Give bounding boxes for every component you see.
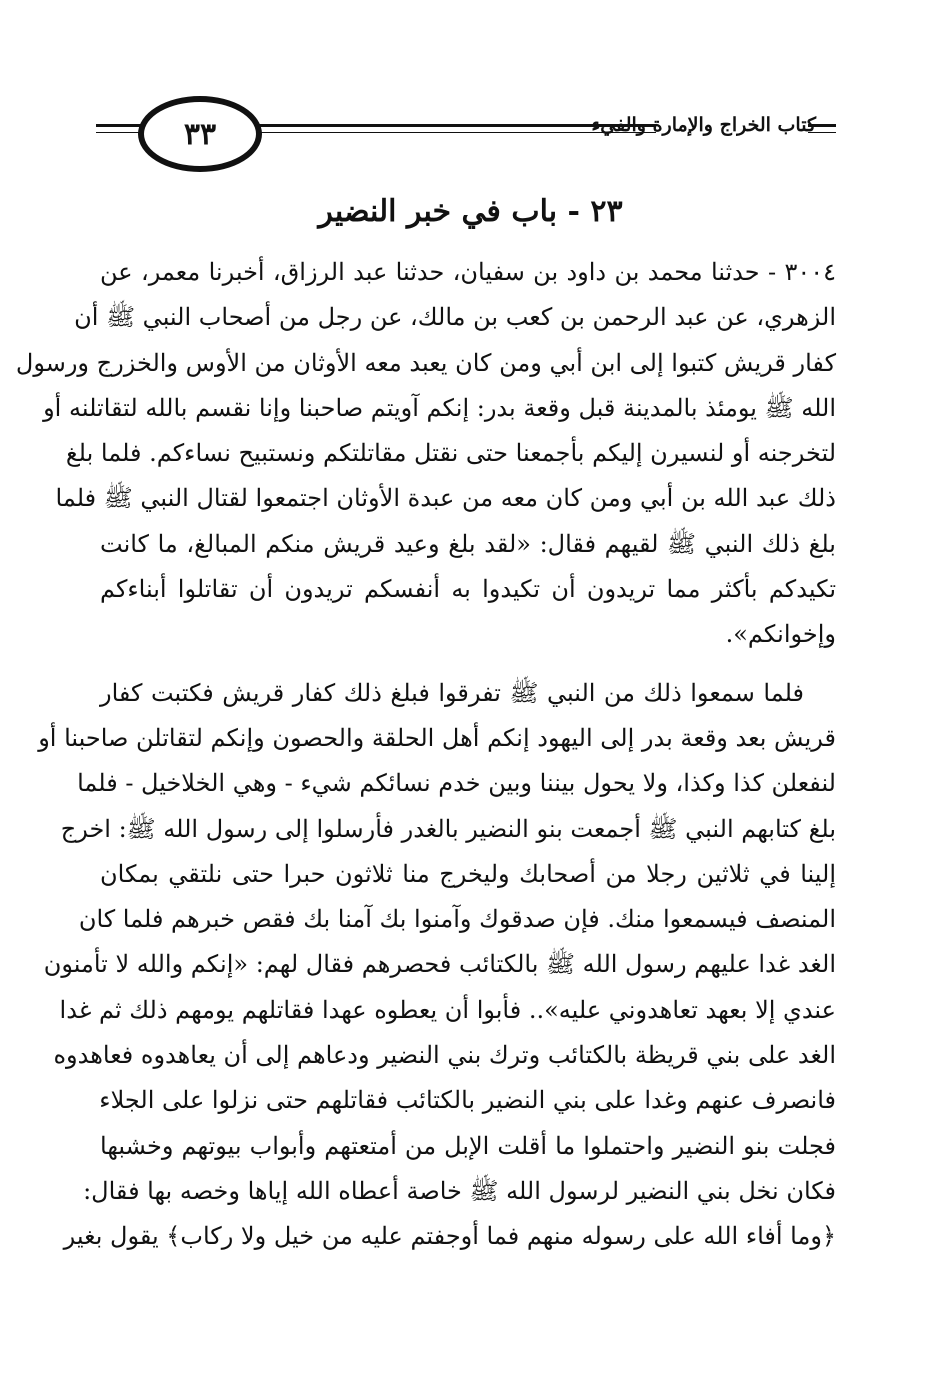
text-line: فجلت بنو النضير واحتملوا ما أقلت الإبل من أمتعتهم وأبواب بيوتهم وخشبها: [100, 1131, 836, 1160]
text-line: وإخوانكم».: [725, 620, 836, 649]
text-line: لتخرجنه أو لنسيرن إليكم بأجمعنا حتى نقتل مقاتلتكم ونستبيح نساءكم. فلما بلغ: [65, 439, 836, 468]
paragraph-gap: [100, 658, 836, 671]
page-header: [96, 96, 836, 166]
text-line: عندي إلا بعهد تعاهدوني عليه».. فأبوا أن يعطوه عهدا فقاتلهم يومهم ذلك ثم غدا: [59, 995, 836, 1024]
text-line: بلغ ذلك النبي ﷺ لقيهم فقال: «لقد بلغ وعيد قريش منكم المبالغ، ما كانت: [100, 529, 836, 558]
text-line: ٣٠٠٤ - حدثنا محمد بن داود بن سفيان، حدثنا عبد الرزاق، أخبرنا معمر، عن: [100, 258, 836, 286]
text-line: ﴿وما أفاء الله على رسوله منهم فما أوجفتم عليه من خيل ولا ركاب﴾ يقول بغير: [63, 1222, 836, 1251]
text-line: كفار قريش كتبوا إلى ابن أبي ومن كان يعبد معه الأوثان من الأوس والخزرج ورسول: [15, 348, 836, 377]
text-line: المنصف فيسمعوا منك. فإن صدقوك وآمنوا بك آمنا بك فقص خبرهم فلما كان: [78, 905, 836, 934]
text-line: ذلك عبد الله بن أبي ومن كان معه من عبدة الأوثان اجتمعوا لقتال النبي ﷺ فلما: [55, 484, 836, 513]
chapter-title: ٢٣ - باب في خبر النضير: [318, 194, 623, 229]
text-line: تكيدكم بأكثر مما تريدون أن تكيدوا به أنفسكم تريدون أن تقاتلوا أبناءكم: [100, 575, 836, 604]
text-line: الغد غدا عليهم رسول الله ﷺ بالكتائب فحصرهم فقال لهم: «إنكم والله لا تأمنون: [43, 950, 836, 979]
text-line: الله ﷺ يومئذ بالمدينة قبل وقعة بدر: إنكم آويتم صاحبنا وإنا نقسم بالله لتقاتلنه أو: [43, 393, 836, 422]
text-line: الزهري، عن عبد الرحمن بن كعب بن مالك، عن رجل من أصحاب النبي ﷺ أن: [74, 303, 836, 332]
text-line: قريش بعد وقعة بدر إلى اليهود إنكم أهل الحلقة والحصون وإنكم لتقاتلن صاحبنا أو: [38, 723, 836, 752]
text-line: فانصرف عنهم وغدا على بني النضير بالكتائب فقاتلهم حتى نزلوا على الجلاء: [99, 1086, 836, 1115]
text-line: بلغ كتابهم النبي ﷺ أجمعت بنو النضير بالغدر فأرسلوا إلى رسول الله ﷺ: اخرج: [60, 814, 836, 843]
book-title: كتاب الخراج والإمارة والفيء: [591, 114, 816, 136]
page-body: [15, 250, 836, 1260]
text-line: لنفعلن كذا وكذا، ولا يحول بيننا وبين خدم نسائكم شيء - وهي الخلاخيل - فلما: [77, 769, 836, 798]
text-line: فلما سمعوا ذلك من النبي ﷺ تفرقوا فبلغ ذلك كفار قريش فكتبت كفار: [100, 678, 804, 707]
text-line: فكان نخل بني النضير لرسول الله ﷺ خاصة أعطاه الله إياها وخصه بها فقال:: [83, 1176, 836, 1205]
paragraph-2: [38, 671, 836, 1260]
paragraph-1: [15, 250, 836, 658]
text-line: الغد على بني قريظة بالكتائب وترك بني النضير ودعاهم إلى أن يعاهدوه فعاهدوه: [53, 1041, 836, 1070]
page-number: ٣٣: [138, 96, 262, 172]
text-line: إلينا في ثلاثين رجلا من أصحابك وليخرج منا ثلاثون حبرا حتى نلتقي بمكان: [100, 859, 836, 888]
